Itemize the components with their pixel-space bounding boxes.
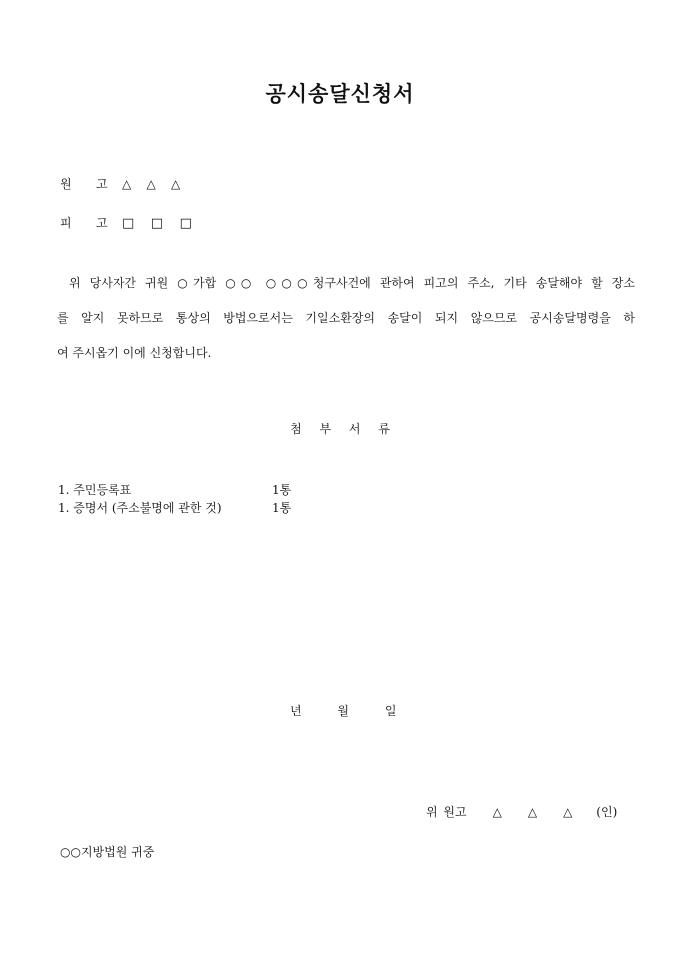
attachment-name: 1. 주민등록표	[58, 483, 132, 497]
signature-label: 위 원고	[426, 805, 467, 819]
defendant-row	[60, 214, 192, 231]
body-line-3: 여 주시옵기 이에 신청합니다.	[57, 346, 212, 360]
plaintiff-label-second: 고	[96, 177, 108, 191]
signature-mark-3: △	[563, 805, 573, 819]
date-line: 년 월 일	[290, 704, 397, 718]
signature-line	[426, 803, 617, 820]
defendant-names: □ □ □	[122, 216, 192, 231]
signature-mark-1: △	[492, 805, 502, 819]
signature-mark-2: △	[527, 805, 538, 819]
attachment-name: 1. 증명서 (주소불명에 관한 것)	[58, 501, 222, 515]
court-addressee: ○○지방법원 귀중	[60, 845, 155, 859]
plaintiff-label-first: 원	[60, 177, 72, 191]
body-line-1: 위 당사자간 귀원 ○가합 ○○ ○○○청구사건에 관하여 피고의 주소, 기타 송달해야 할 장소	[69, 276, 635, 290]
defendant-label-second: 고	[96, 216, 108, 230]
attachment-item	[58, 481, 291, 498]
attachments-heading: 첨 부 서 류	[290, 422, 390, 436]
attachment-count: 1통	[272, 483, 292, 497]
plaintiff-names: △ △ △	[122, 177, 181, 191]
document-title: 공시송달신청서	[265, 81, 415, 106]
attachment-count: 1통	[272, 501, 292, 515]
plaintiff-row	[60, 175, 180, 192]
defendant-label-first: 피	[60, 216, 72, 230]
attachment-item	[58, 499, 291, 516]
seal-mark: (인)	[596, 805, 618, 819]
body-line-2: 를 알지 못하므로 통상의 방법으로서는 기일소환장의 송달이 되지 않으므로 공시송달명령을 하	[57, 311, 635, 325]
